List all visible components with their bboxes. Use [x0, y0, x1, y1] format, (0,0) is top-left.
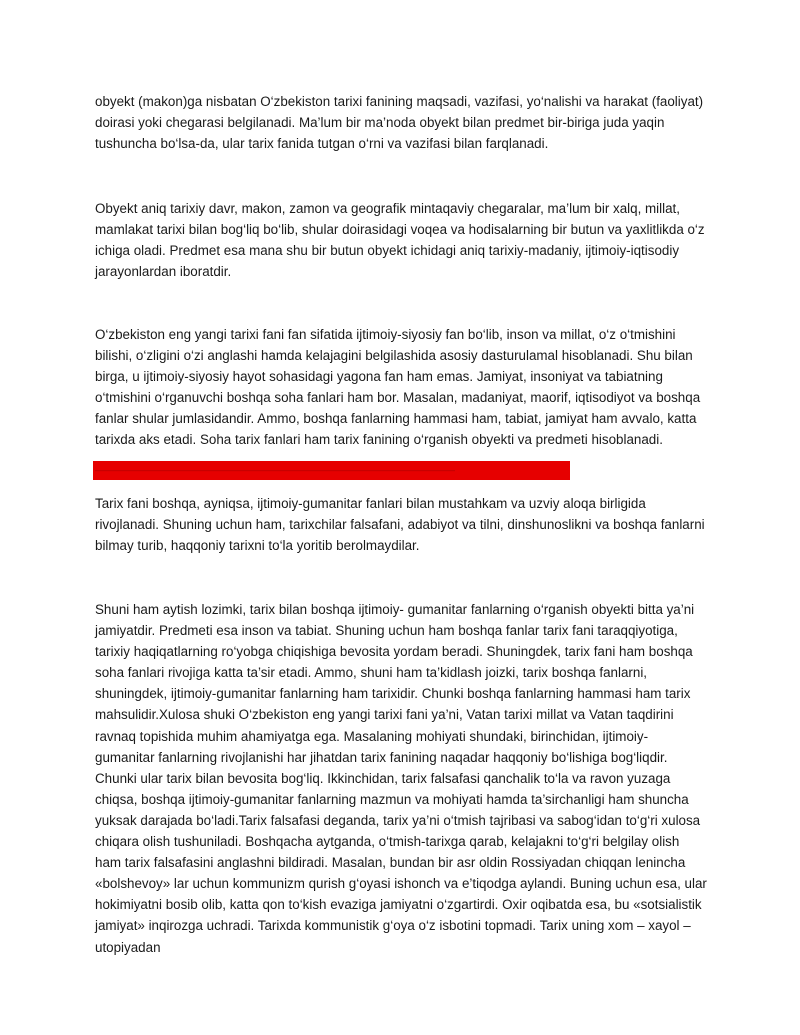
red-highlight-bar [93, 461, 570, 480]
paragraph-4: Tarix fani boshqa, ayniqsa, ijtimoiy-gumanitar fanlari bilan mustahkam va uzviy aloqa birligida rivojlanadi. Shuning uchun ham, tarixchilar falsafani, adabiyot va tilni, dinshunoslikni va boshqa fanlarni bilmay turib, haqqoniy tarixni to‘la yoritib berolmaydilar. [95, 496, 705, 554]
paragraph-3: O‘zbekiston eng yangi tarixi fani fan sifatida ijtimoiy-siyosiy fan bo‘lib, inson va millat, o‘z o‘tmishini bilishi, o‘zligini o‘zi anglashi hamda kelajagini belgilashida asosiy dasturulamal hisoblanadi. Shu bilan birga, u ijtimoiy-siyosiy hayot sohasidagi yagona fan ham emas. Jamiyat, insoniyat va tabiatning o‘tmishini o‘rganuvchi boshqa soha fanlari ham bor. Masalan, madaniyat, maorif, iqtisodiyot va boshqa fanlar shular jumlasidandir. Ammo, boshqa fanlarning hammasi ham, tabiat, jamiyat ham avvalo, katta tarixda aks etadi. Soha tarix fanlari ham tarix fanining o‘rganish obyekti va predmeti hisoblanadi. [95, 327, 701, 448]
paragraph-1: obyekt (makon)ga nisbatan O‘zbekiston tarixi fanining maqsadi, vazifasi, yo‘nalishi va harakat (faoliyat) doirasi yoki chegarasi belgilanadi. Ma’lum bir ma’noda obyekt bilan predmet bir-biriga juda yaqin tushuncha bo‘lsa-da, ular tarix fanida tutgan o‘rni va vazifasi bilan farqlanadi. [95, 94, 704, 152]
highlight-text: ———————————————————————————————————————— [95, 465, 455, 475]
paragraph-5: Shuni ham aytish lozimki, tarix bilan boshqa ijtimoiy- gumanitar fanlarning o‘rganish obyekti bitta ya’ni jamiyatdir. Predmeti esa inson va tabiat. Shuning uchun ham boshqa fanlar tarix fani taraqqiyotiga, tarixiy haqiqatlarning ro‘yobga chiqishiga bevosita yordam beradi. Shuningdek, tarix fani ham boshqa soha fanlari rivojiga katta ta’sir etadi. Ammo, shuni ham ta’kidlash joizki, tarix boshqa fanlarni, shuningdek, ijtimoiy-gumanitar fanlarning ham tarixidir. Chunki boshqa fanlarning hammasi ham tarix mahsulidir.Xulosa shuki O‘zbekiston eng yangi tarixi fani ya’ni, Vatan tarixi millat va Vatan taqdirini ravnaq topishida muhim ahamiyatga ega. Masalaning mohiyati shundaki, birinchidan, ijtimoiy-gumanitar fanlarning rivojlanishi har jihatdan tarix fanining naqadar haqqoniy bo‘lishiga bog‘liqdir. Chunki ular tarix bilan bevosita bog‘liq. Ikkinchidan, tarix falsafasi qanchalik to‘la va ravon yuzaga chiqsa, boshqa ijtimoiy-gumanitar fanlarning mazmun va mohiyati hamda ta’sirchanligi ham shuncha yuksak darajada bo‘ladi.Tarix falsafasi deganda, tarix ya’ni o‘tmish tajribasi va sabog‘idan to‘g‘ri xulosa chiqara olish tushuniladi. Boshqacha aytganda, o‘tmish-tarixga qarab, kelajakni to‘g‘ri belgilay olish ham tarix falsafasini anglashni bildiradi. Masalan, bundan bir asr oldin Rossiyadan chiqqan lenincha «bolshevoy» lar uchun kommunizm qurish g‘oyasi ishonch va e’tiqodga aylandi. Buning uchun esa, ular hokimiyatni bosib olib, katta qon to‘kish evaziga jamiyatni o‘zgartirdi. Oxir oqibatda esa, bu «sotsialistik jamiyat» inqirozga uchradi. Tarixda kommunistik g‘oya o‘z isbotini topmadi. Tarix uning xom – xayol – utopiyadan [95, 602, 707, 955]
paragraph-2: Obyekt aniq tarixiy davr, makon, zamon va geografik mintaqaviy chegaralar, ma’lum bir xalq, millat, mamlakat tarixi bilan bog‘liq bo‘lib, shular doirasidagi voqea va hodisalarning bir butun va yaxlitlikda o‘z ichiga oladi. Predmet esa mana shu bir butun obyekt ichidagi aniq tarixiy-madaniy, ijtimoiy-iqtisodiy jarayonlardan iboratdir. [95, 201, 705, 280]
